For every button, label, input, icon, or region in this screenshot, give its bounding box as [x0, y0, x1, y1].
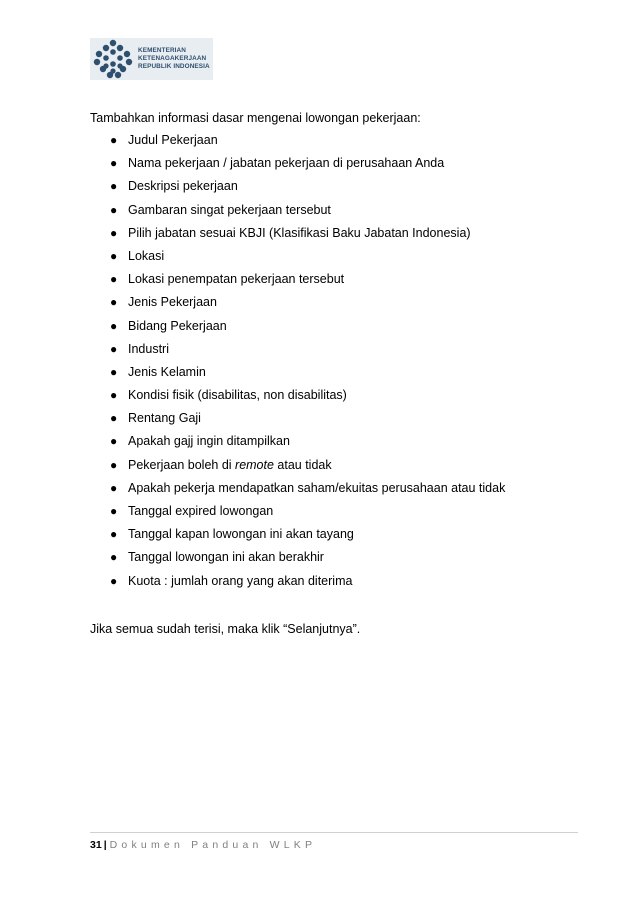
list-item-text: Nama pekerjaan / jabatan pekerjaan di perusahaan Anda: [128, 156, 445, 171]
list-item-text: Tanggal kapan lowongan ini akan tayang: [128, 527, 354, 542]
ministry-logo: [90, 38, 213, 80]
page-footer: [90, 838, 316, 852]
list-item-text-italic: remote: [235, 457, 274, 472]
list-item: [90, 294, 560, 317]
list-item-text: Kondisi fisik (disabilitas, non disabilitas): [128, 388, 347, 403]
bullet-icon: ●: [110, 272, 118, 287]
bullet-icon: ●: [110, 504, 118, 518]
list-item-text: Pilih jabatan sesuai KBJI (Klasifikasi Baku Jabatan Indonesia): [128, 225, 471, 240]
list-item-text: Jenis Pekerjaan: [128, 295, 217, 310]
list-item: [90, 457, 560, 480]
bullet-icon: ●: [110, 480, 118, 495]
list-item: [90, 318, 560, 341]
bullet-icon: ●: [110, 388, 118, 403]
list-item-text: Bidang Pekerjaan: [128, 318, 227, 333]
list-item: [90, 503, 560, 526]
bullet-icon: ●: [110, 179, 118, 194]
list-item-text: Apakah gajj ingin ditampilkan: [128, 434, 290, 449]
list-item-text-after: atau tidak: [273, 457, 332, 472]
bullet-icon: ●: [110, 133, 118, 147]
list-item-text: Lokasi: [128, 248, 165, 263]
ministry-name: [138, 47, 210, 71]
list-item: [90, 573, 560, 596]
list-item: [90, 202, 560, 225]
bullet-icon: ●: [110, 550, 118, 565]
field-list: [90, 132, 560, 596]
list-item-text: Judul Pekerjaan: [128, 133, 218, 147]
bullet-icon: ●: [110, 156, 118, 171]
list-item: [90, 271, 560, 294]
list-item-text: Gambaran singat pekerjaan tersebut: [128, 202, 331, 217]
bullet-icon: ●: [110, 202, 118, 217]
list-item: [90, 410, 560, 433]
logo-line-1: KEMENTERIAN: [138, 47, 186, 54]
outro-text: Jika semua sudah terisi, maka klik “Selanjutnya”.: [90, 622, 361, 636]
main-content: [90, 110, 560, 596]
list-item-text: Tanggal expired lowongan: [128, 504, 274, 518]
list-item-text: Deskripsi pekerjaan: [128, 179, 238, 194]
list-item: [90, 178, 560, 201]
list-item: [90, 549, 560, 572]
list-item: [90, 248, 560, 271]
list-item-text: Lokasi penempatan pekerjaan tersebut: [128, 272, 345, 287]
list-item: [90, 526, 560, 549]
bullet-icon: ●: [110, 527, 118, 542]
list-item: [90, 155, 560, 178]
list-item: [90, 364, 560, 387]
bullet-icon: ●: [110, 573, 118, 588]
logo-line-3: REPUBLIK INDONESIA: [138, 63, 210, 70]
list-item-text: Jenis Kelamin: [128, 364, 206, 379]
bullet-icon: ●: [110, 364, 118, 379]
list-item: [90, 387, 560, 410]
bullet-icon: ●: [110, 434, 118, 449]
bullet-icon: ●: [110, 411, 118, 426]
footer-divider: [90, 832, 578, 833]
list-item: [90, 433, 560, 456]
list-item: [90, 480, 560, 503]
bullet-icon: ●: [110, 457, 118, 472]
bullet-icon: ●: [110, 295, 118, 310]
logo-line-2: KETENAGAKERJAAN: [138, 55, 207, 62]
list-item-text: Apakah pekerja mendapatkan saham/ekuitas perusahaan atau tidak: [128, 480, 506, 495]
document-title: Dokumen Panduan WLKP: [109, 839, 317, 851]
list-item-text-before: Pekerjaan boleh di: [128, 457, 236, 472]
list-item: [90, 132, 560, 155]
footer-separator: |: [103, 839, 107, 851]
ministry-emblem-icon: [92, 38, 134, 80]
list-item-text: Kuota : jumlah orang yang akan diterima: [128, 573, 353, 588]
list-item-text: Tanggal lowongan ini akan berakhir: [128, 550, 324, 565]
bullet-icon: ●: [110, 248, 118, 263]
bullet-icon: ●: [110, 318, 118, 333]
list-item-text: Rentang Gaji: [128, 411, 201, 426]
list-item-text: Industri: [128, 341, 169, 356]
list-item: [90, 341, 560, 364]
bullet-icon: ●: [110, 225, 118, 240]
bullet-icon: ●: [110, 341, 118, 356]
list-item: [90, 225, 560, 248]
page-number: 31: [90, 839, 102, 851]
intro-text: Tambahkan informasi dasar mengenai lowongan pekerjaan:: [90, 111, 421, 125]
